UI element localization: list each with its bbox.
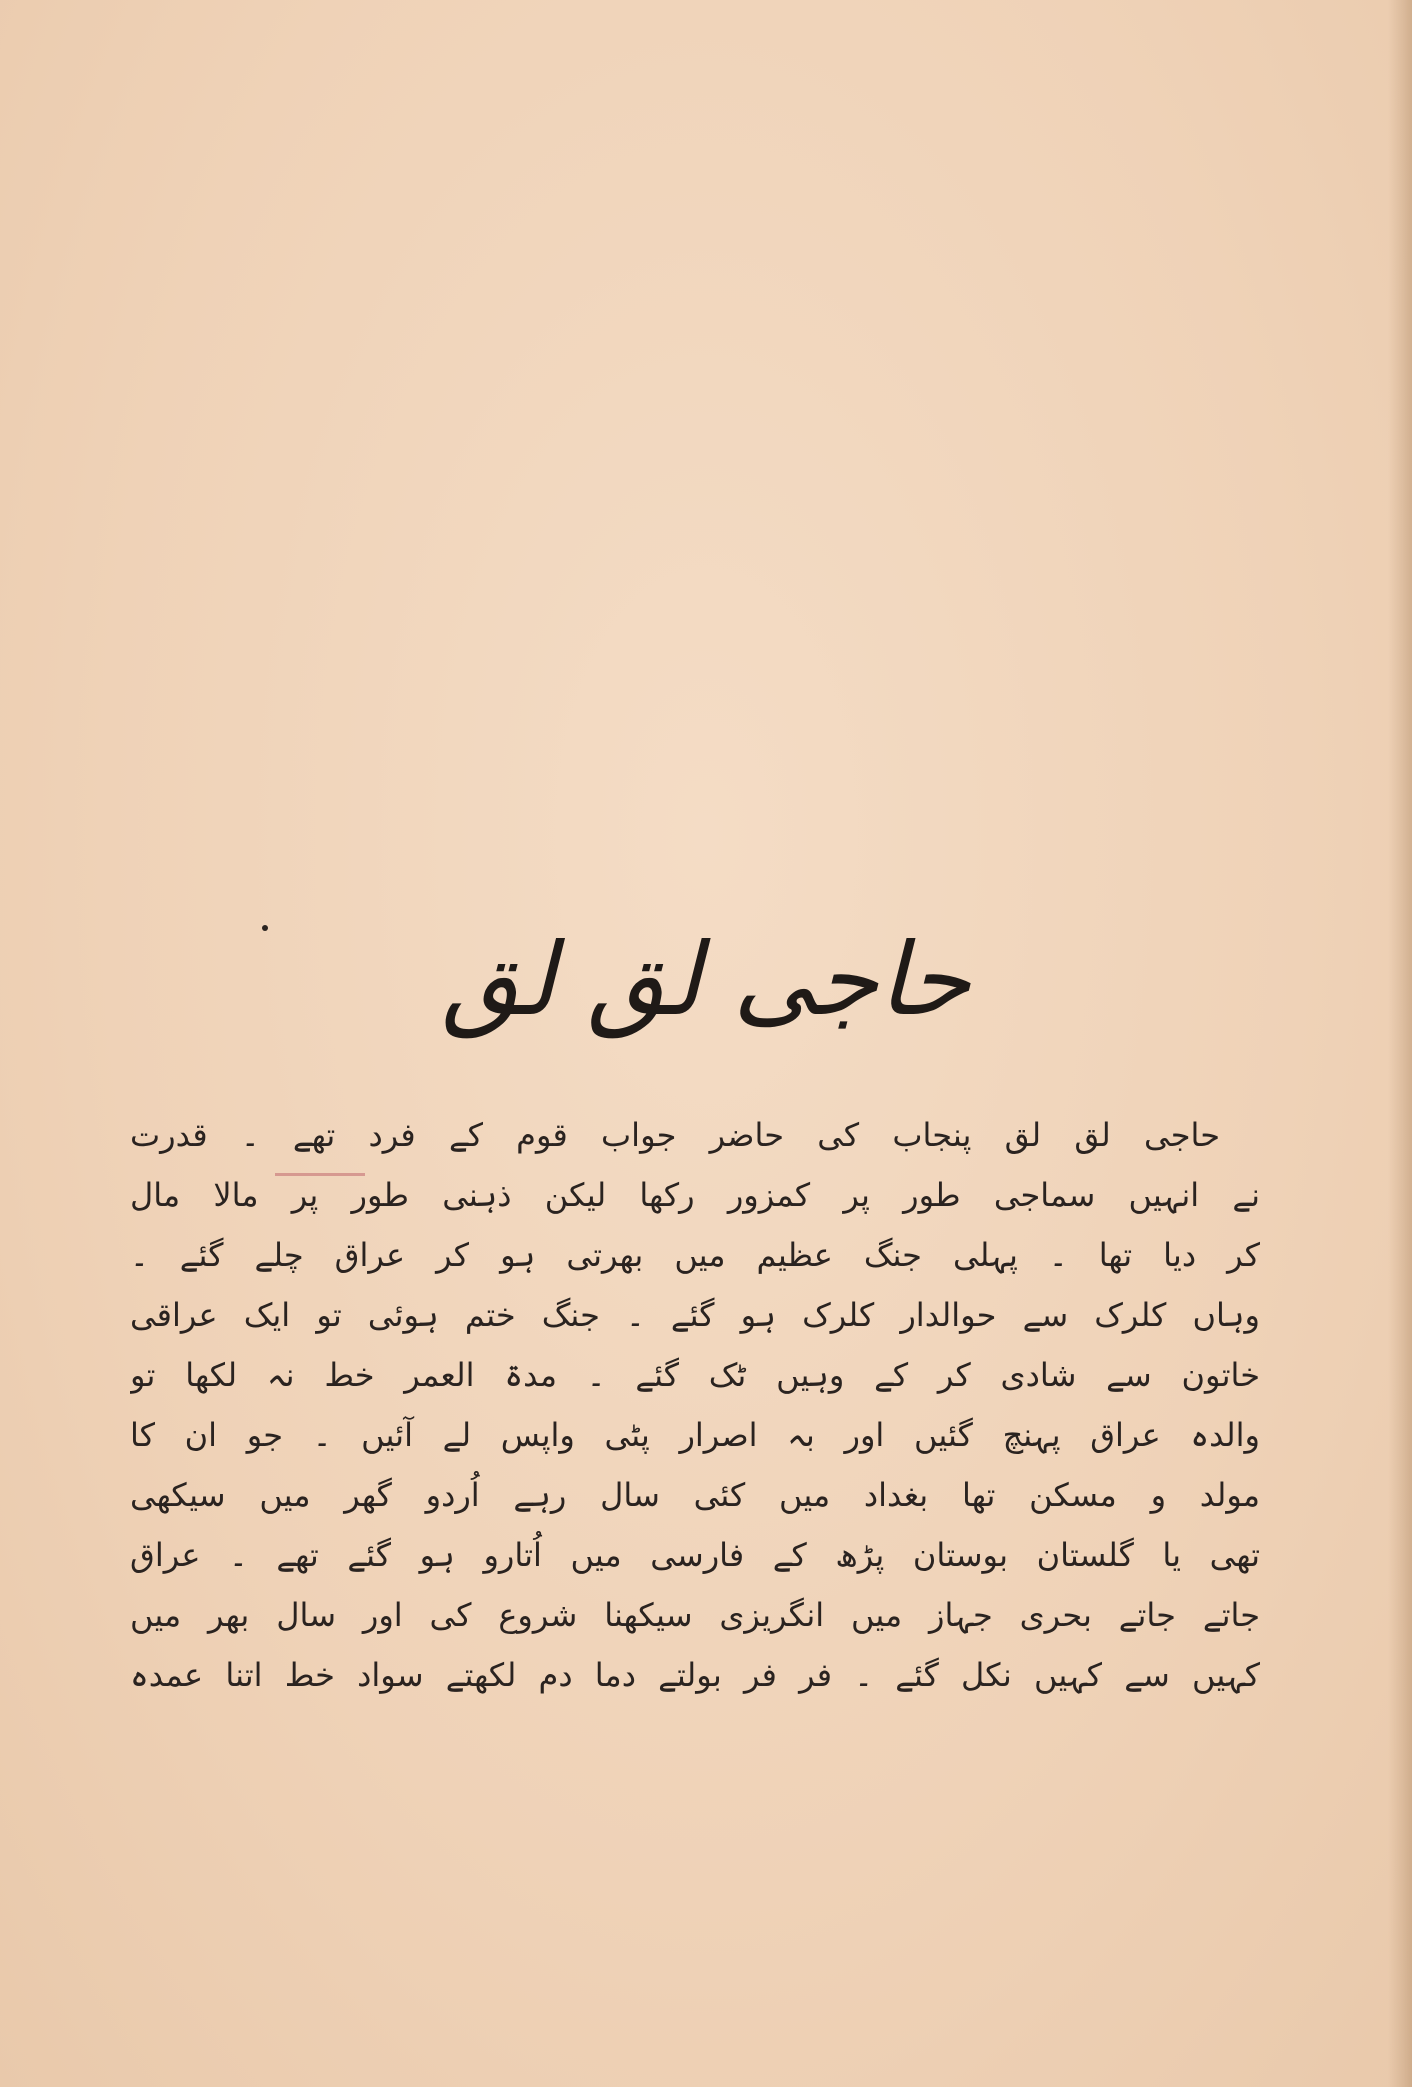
body-paragraph — [130, 1105, 1260, 1705]
text-line: نے انہیں سماجی طور پر کمزور رکھا لیکن ذہنی طور پر مالا مال — [130, 1176, 1260, 1214]
chapter-title: حاجی لق لق — [441, 921, 971, 1038]
text-line: جاتے جاتے بحری جہاز میں انگریزی سیکھنا شروع کی اور سال بھر میں — [130, 1596, 1260, 1634]
text-line: کہیں سے کہیں نکل گئے ۔ فر فر بولتے دما دم لکھتے سواد خط اتنا عمدہ — [130, 1656, 1260, 1694]
text-line: خاتون سے شادی کر کے وہیں ٹک گئے ۔ مدۃ العمر خط نہ لکھا تو — [130, 1356, 1260, 1394]
text-line: کر دیا تھا ۔ پہلی جنگ عظیم میں بھرتی ہو کر عراق چلے گئے ۔ — [130, 1236, 1260, 1274]
text-line: تھی یا گلستان بوستان پڑھ کے فارسی میں اُتارو ہو گئے تھے ۔ عراق — [130, 1536, 1260, 1574]
page-edge-shadow — [1388, 0, 1412, 2087]
ink-speck — [262, 925, 268, 931]
text-line: حاجی لق لق پنجاب کی حاضر جواب قوم کے فرد تھے ۔ قدرت — [130, 1116, 1220, 1154]
text-line: والدہ عراق پہنچ گئیں اور بہ اصرار پٹی واپس لے آئیں ۔ جو ان کا — [130, 1416, 1260, 1454]
text-line: وہاں کلرک سے حوالدار کلرک ہو گئے ۔ جنگ ختم ہوئی تو ایک عراقی — [130, 1296, 1260, 1334]
text-line: مولد و مسکن تھا بغداد میں کئی سال رہے اُردو گھر میں سیکھی — [130, 1476, 1260, 1514]
